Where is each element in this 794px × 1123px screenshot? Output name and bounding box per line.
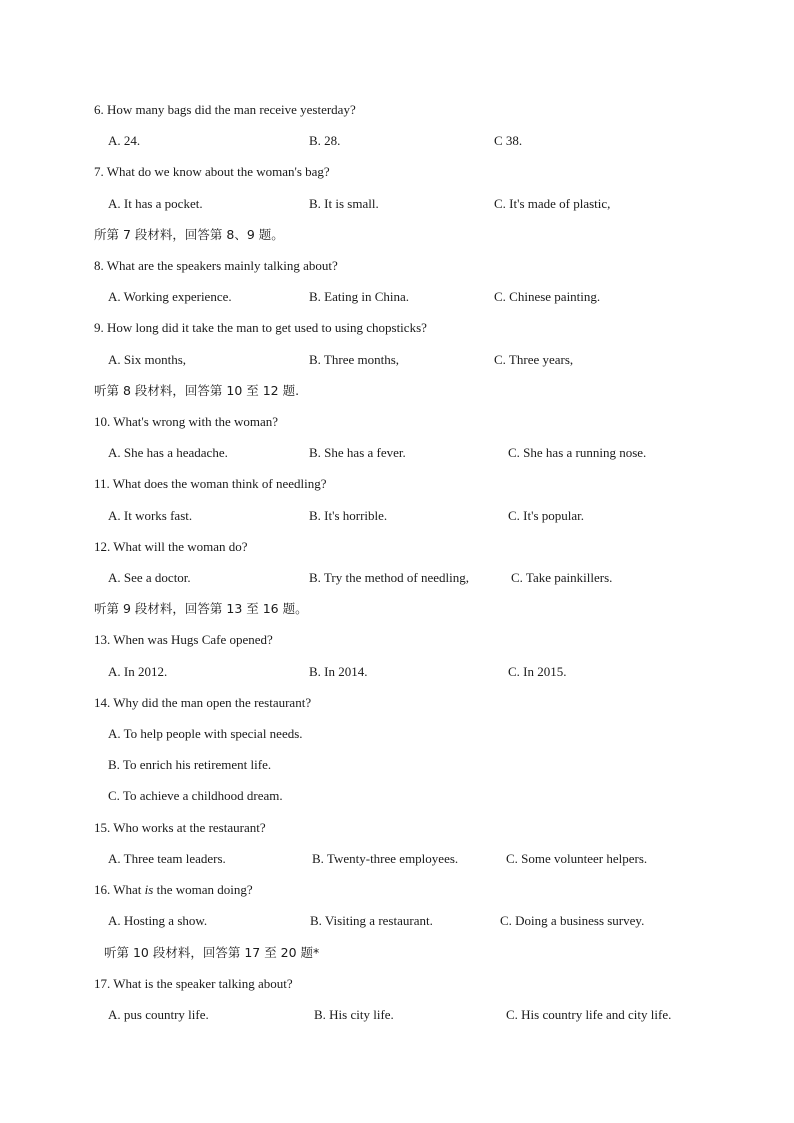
question-11: 11. What does the woman think of needling? — [94, 476, 327, 491]
options-9 — [0, 352, 794, 368]
options-12 — [0, 570, 794, 586]
options-15 — [0, 851, 794, 867]
option-a: A. It works fast. — [108, 508, 193, 523]
option-c: C. Three years, — [494, 352, 574, 367]
option-c: C. It's made of plastic, — [494, 196, 611, 211]
option-a: A. Six months, — [108, 352, 187, 367]
option-b: B. Try the method of needling, — [309, 570, 469, 585]
section-heading-7: 所第 7 段材料，回答第 8、9 题。 — [94, 227, 284, 242]
option-b: B. In 2014. — [309, 664, 368, 679]
option-b: B. Three months, — [309, 352, 400, 367]
question-6: 6. How many bags did the man receive yesterday? — [94, 102, 356, 117]
options-10 — [0, 445, 794, 461]
question-12: 12. What will the woman do? — [94, 539, 248, 554]
option-a: A. pus country life. — [108, 1007, 209, 1022]
section-heading-10: 听第 10 段材料，回答第 17 至 20 题* — [104, 945, 320, 960]
section-heading-8: 听第 8 段材料，回答第 10 至 12 题. — [94, 383, 300, 398]
option-a: A. It has a pocket. — [108, 196, 203, 211]
option-a: A. She has a headache. — [108, 445, 228, 460]
option-a: A. In 2012. — [108, 664, 168, 679]
question-14: 14. Why did the man open the restaurant? — [94, 695, 312, 710]
option-a: A. See a doctor. — [108, 570, 191, 585]
option-c: C. In 2015. — [508, 664, 567, 679]
question-16-pre: 16. What — [94, 882, 145, 897]
option-a: A. Hosting a show. — [108, 913, 208, 928]
options-7 — [0, 196, 794, 212]
option-c: C. It's popular. — [508, 508, 585, 523]
question-16-post: the woman doing? — [153, 882, 253, 897]
options-11 — [0, 508, 794, 524]
option-c: C. Some volunteer helpers. — [506, 851, 648, 866]
question-9: 9. How long did it take the man to get used to using chopsticks? — [94, 320, 427, 335]
option-a: A. Working experience. — [108, 289, 232, 304]
section-heading-9: 听第 9 段材料，回答第 13 至 16 题。 — [94, 601, 308, 616]
options-13 — [0, 664, 794, 680]
option-a: A. 24. — [108, 133, 141, 148]
option-b: B. 28. — [309, 133, 341, 148]
option-a: A. To help people with special needs. — [108, 726, 303, 741]
option-b: B. It's horrible. — [309, 508, 388, 523]
option-c: C. Doing a business survey. — [500, 913, 645, 928]
option-b: B. To enrich his retirement life. — [108, 757, 272, 772]
option-c: C. To achieve a childhood dream. — [108, 788, 283, 803]
options-8 — [0, 289, 794, 305]
question-7: 7. What do we know about the woman's bag? — [94, 164, 330, 179]
option-b: B. Eating in China. — [309, 289, 410, 304]
question-8: 8. What are the speakers mainly talking about? — [94, 258, 338, 273]
option-b: B. She has a fever. — [309, 445, 406, 460]
option-a: A. Three team leaders. — [108, 851, 226, 866]
options-17 — [0, 1007, 794, 1023]
question-16 — [94, 882, 253, 898]
option-c: C. She has a running nose. — [508, 445, 647, 460]
option-c: C 38. — [494, 133, 523, 148]
option-c: C. Chinese painting. — [494, 289, 601, 304]
question-17: 17. What is the speaker talking about? — [94, 976, 293, 991]
question-15: 15. Who works at the restaurant? — [94, 820, 266, 835]
question-13: 13. When was Hugs Cafe opened? — [94, 632, 273, 647]
option-c: C. His country life and city life. — [506, 1007, 672, 1022]
options-6 — [0, 133, 794, 149]
options-16 — [0, 913, 794, 929]
question-16-emphasis: is — [144, 882, 154, 897]
option-b: B. Twenty-three employees. — [312, 851, 459, 866]
option-c: C. Take painkillers. — [511, 570, 613, 585]
option-b: B. His city life. — [314, 1007, 394, 1022]
option-b: B. Visiting a restaurant. — [310, 913, 433, 928]
question-10: 10. What's wrong with the woman? — [94, 414, 279, 429]
option-b: B. It is small. — [309, 196, 379, 211]
